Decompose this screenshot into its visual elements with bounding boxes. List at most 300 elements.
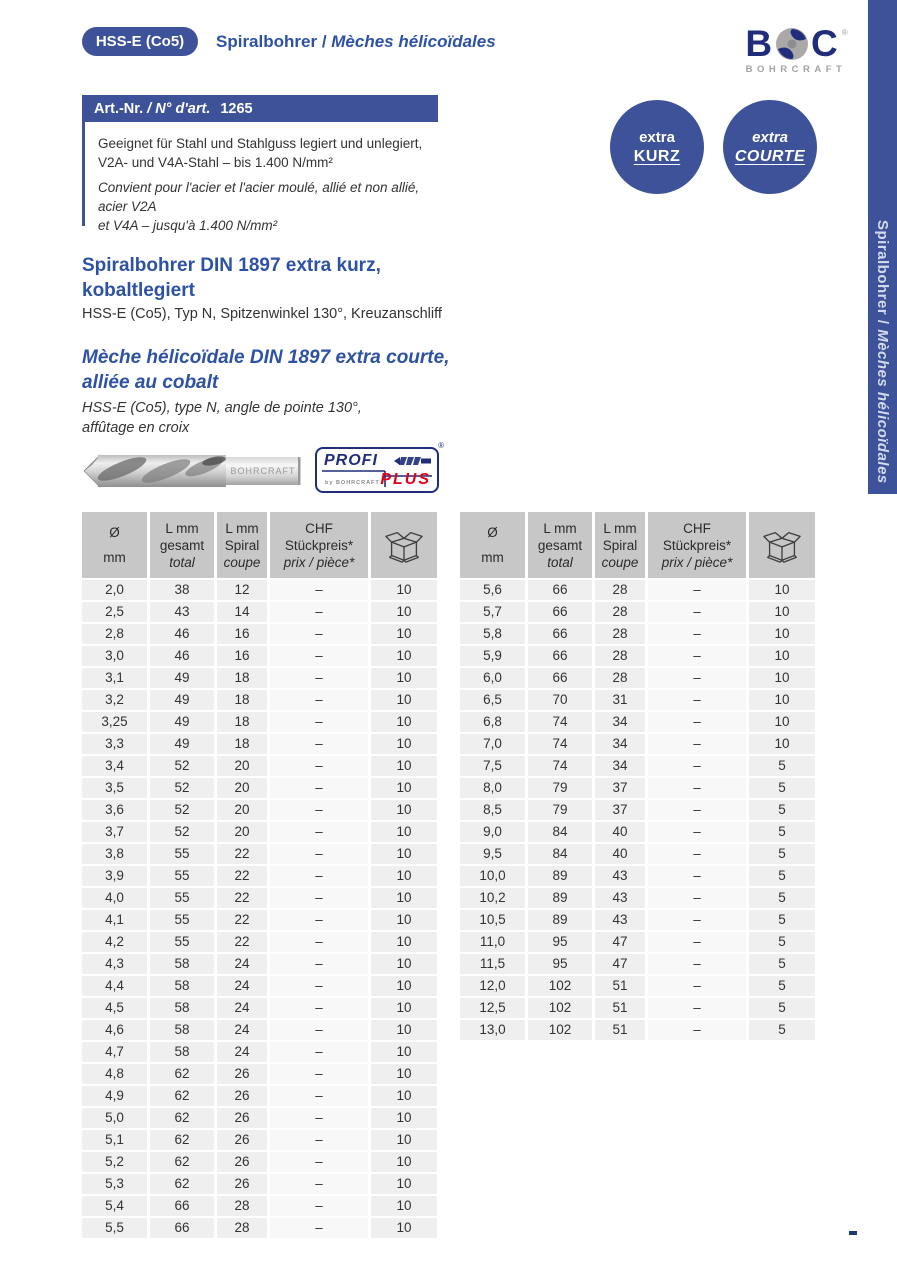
table-cell: 10 bbox=[371, 844, 437, 864]
table-cell: 10 bbox=[371, 1196, 437, 1216]
table-cell: 5 bbox=[749, 976, 815, 996]
table-cell: 43 bbox=[595, 866, 645, 886]
table-row bbox=[460, 954, 816, 974]
table-cell: 10 bbox=[749, 668, 815, 688]
table-cell: 28 bbox=[217, 1218, 267, 1238]
table-row bbox=[82, 646, 438, 666]
table-cell: 28 bbox=[595, 580, 645, 600]
table-cell: – bbox=[270, 1064, 368, 1084]
table-cell: 52 bbox=[150, 778, 214, 798]
table-row bbox=[82, 1130, 438, 1150]
table-cell: 74 bbox=[528, 756, 592, 776]
profi-label: PROFI bbox=[324, 452, 378, 469]
table-cell: 43 bbox=[150, 602, 214, 622]
table-cell: – bbox=[648, 822, 746, 842]
table-cell: 49 bbox=[150, 734, 214, 754]
table-cell: 10 bbox=[749, 602, 815, 622]
table-cell: – bbox=[270, 1130, 368, 1150]
table-cell: 10 bbox=[371, 756, 437, 776]
table-cell: – bbox=[648, 712, 746, 732]
table-cell: 26 bbox=[217, 1130, 267, 1150]
table-cell: 10 bbox=[371, 712, 437, 732]
table-cell: 47 bbox=[595, 932, 645, 952]
table-cell: 5 bbox=[749, 1020, 815, 1040]
table-row bbox=[82, 712, 438, 732]
table-row bbox=[82, 1064, 438, 1084]
table-cell: 5 bbox=[749, 932, 815, 952]
table-cell: 3,9 bbox=[82, 866, 147, 886]
table-cell: 66 bbox=[528, 624, 592, 644]
table-cell: – bbox=[270, 756, 368, 776]
header-length-total: L mm gesamt total bbox=[150, 512, 214, 578]
table-row bbox=[460, 602, 816, 622]
table-cell: – bbox=[270, 910, 368, 930]
table-row bbox=[82, 602, 438, 622]
table-cell: 58 bbox=[150, 1020, 214, 1040]
table-cell: – bbox=[270, 646, 368, 666]
table-row bbox=[82, 756, 438, 776]
table-cell: 37 bbox=[595, 778, 645, 798]
header-diameter: Ø mm bbox=[82, 512, 147, 578]
table-row bbox=[460, 756, 816, 776]
table-cell: 55 bbox=[150, 932, 214, 952]
table-row bbox=[82, 866, 438, 886]
table-row bbox=[82, 1196, 438, 1216]
table-cell: 5,1 bbox=[82, 1130, 147, 1150]
table-cell: 6,8 bbox=[460, 712, 525, 732]
registered-mark: ® bbox=[438, 441, 444, 450]
profi-plus-logo bbox=[315, 441, 444, 493]
header-length-spiral: L mm Spiral coupe bbox=[217, 512, 267, 578]
table-row bbox=[82, 844, 438, 864]
table-cell: 51 bbox=[595, 998, 645, 1018]
table-cell: 2,0 bbox=[82, 580, 147, 600]
table-row bbox=[460, 734, 816, 754]
table-cell: 22 bbox=[217, 932, 267, 952]
table-cell: – bbox=[648, 734, 746, 754]
table-row bbox=[460, 998, 816, 1018]
table-cell: 10 bbox=[371, 1020, 437, 1040]
table-cell: 14 bbox=[217, 602, 267, 622]
table-cell: – bbox=[270, 712, 368, 732]
table-cell: 62 bbox=[150, 1086, 214, 1106]
table-cell: – bbox=[648, 756, 746, 776]
by-bohrcraft-label: by BOHRCRAFT bbox=[325, 480, 380, 486]
table-header bbox=[460, 512, 816, 578]
table-cell: 10,0 bbox=[460, 866, 525, 886]
table-cell: 28 bbox=[595, 668, 645, 688]
table-cell: 46 bbox=[150, 624, 214, 644]
table-cell: 10 bbox=[371, 1042, 437, 1062]
table-row bbox=[460, 690, 816, 710]
table-cell: 3,0 bbox=[82, 646, 147, 666]
table-cell: 4,0 bbox=[82, 888, 147, 908]
table-cell: 10,5 bbox=[460, 910, 525, 930]
table-cell: 66 bbox=[528, 580, 592, 600]
table-cell: – bbox=[648, 646, 746, 666]
bohrcraft-logo bbox=[737, 23, 855, 75]
table-cell: 8,5 bbox=[460, 800, 525, 820]
header-price: CHF Stückpreis* prix / pièce* bbox=[270, 512, 368, 578]
table-cell: 10 bbox=[371, 910, 437, 930]
logo-letter-c: C bbox=[811, 23, 839, 64]
product-title-french: Mèche hélicoïdale DIN 1897 extra courte, alliée au cobalt bbox=[82, 347, 450, 393]
table-row bbox=[460, 932, 816, 952]
table-cell: 52 bbox=[150, 800, 214, 820]
table-cell: – bbox=[270, 844, 368, 864]
table-cell: 3,4 bbox=[82, 756, 147, 776]
table-cell: – bbox=[648, 976, 746, 996]
table-cell: 102 bbox=[528, 1020, 592, 1040]
drill-engraving-text: BOHRCRAFT bbox=[230, 466, 296, 476]
table-cell: 2,5 bbox=[82, 602, 147, 622]
table-cell: 10 bbox=[371, 866, 437, 886]
table-cell: 79 bbox=[528, 778, 592, 798]
table-cell: 5,7 bbox=[460, 602, 525, 622]
table-cell: 58 bbox=[150, 976, 214, 996]
table-cell: 5,4 bbox=[82, 1196, 147, 1216]
product-title-german: Spiralbohrer DIN 1897 extra kurz, kobaltlegiert bbox=[82, 255, 381, 301]
table-cell: 55 bbox=[150, 910, 214, 930]
table-cell: 34 bbox=[595, 756, 645, 776]
table-row bbox=[460, 712, 816, 732]
table-cell: 3,2 bbox=[82, 690, 147, 710]
table-cell: 58 bbox=[150, 998, 214, 1018]
table-cell: 4,6 bbox=[82, 1020, 147, 1040]
table-cell: – bbox=[648, 932, 746, 952]
table-cell: 5 bbox=[749, 822, 815, 842]
table-cell: 10 bbox=[371, 1152, 437, 1172]
package-box-icon bbox=[383, 524, 425, 566]
table-cell: 5 bbox=[749, 800, 815, 820]
table-cell: 10 bbox=[371, 800, 437, 820]
price-table-right bbox=[460, 512, 816, 1042]
table-cell: 10 bbox=[749, 690, 815, 710]
table-row bbox=[82, 800, 438, 820]
header-length-total: L mm gesamt total bbox=[528, 512, 592, 578]
table-cell: 28 bbox=[217, 1196, 267, 1216]
table-cell: 10 bbox=[371, 998, 437, 1018]
table-cell: 5 bbox=[749, 756, 815, 776]
table-cell: 37 bbox=[595, 800, 645, 820]
table-cell: – bbox=[270, 690, 368, 710]
table-cell: 62 bbox=[150, 1130, 214, 1150]
table-cell: 28 bbox=[595, 602, 645, 622]
table-cell: 49 bbox=[150, 690, 214, 710]
extra-kurz-badge: extra KURZ bbox=[610, 100, 704, 194]
table-row bbox=[460, 976, 816, 996]
table-cell: – bbox=[270, 1020, 368, 1040]
table-cell: 43 bbox=[595, 910, 645, 930]
table-cell: 5,0 bbox=[82, 1108, 147, 1128]
table-cell: – bbox=[270, 1042, 368, 1062]
table-row bbox=[460, 580, 816, 600]
table-cell: 24 bbox=[217, 998, 267, 1018]
table-row bbox=[460, 844, 816, 864]
table-cell: 18 bbox=[217, 690, 267, 710]
header-diameter: Ø mm bbox=[460, 512, 525, 578]
table-cell: 84 bbox=[528, 822, 592, 842]
table-cell: 34 bbox=[595, 712, 645, 732]
table-cell: 11,0 bbox=[460, 932, 525, 952]
table-cell: 4,8 bbox=[82, 1064, 147, 1084]
table-cell: 5 bbox=[749, 778, 815, 798]
table-cell: 24 bbox=[217, 954, 267, 974]
table-cell: 55 bbox=[150, 844, 214, 864]
registered-mark: ® bbox=[841, 27, 848, 37]
table-cell: – bbox=[270, 822, 368, 842]
table-cell: 20 bbox=[217, 756, 267, 776]
side-band-label: Spiralbohrer / Mèches hélicoïdales bbox=[874, 220, 891, 484]
table-cell: 10 bbox=[371, 1086, 437, 1106]
table-cell: – bbox=[648, 910, 746, 930]
table-cell: 6,0 bbox=[460, 668, 525, 688]
table-cell: 5,8 bbox=[460, 624, 525, 644]
table-cell: 66 bbox=[528, 668, 592, 688]
table-cell: – bbox=[648, 690, 746, 710]
table-cell: 47 bbox=[595, 954, 645, 974]
table-cell: 20 bbox=[217, 778, 267, 798]
table-cell: 20 bbox=[217, 800, 267, 820]
table-cell: 49 bbox=[150, 712, 214, 732]
table-cell: – bbox=[270, 1196, 368, 1216]
table-cell: 7,0 bbox=[460, 734, 525, 754]
page-marker-dot bbox=[849, 1231, 857, 1235]
table-cell: 10,2 bbox=[460, 888, 525, 908]
table-cell: 7,5 bbox=[460, 756, 525, 776]
table-cell: 3,6 bbox=[82, 800, 147, 820]
table-cell: – bbox=[270, 1218, 368, 1238]
table-cell: 26 bbox=[217, 1174, 267, 1194]
table-row bbox=[82, 1086, 438, 1106]
table-cell: 31 bbox=[595, 690, 645, 710]
table-cell: – bbox=[270, 954, 368, 974]
table-cell: 74 bbox=[528, 734, 592, 754]
table-cell: – bbox=[270, 1152, 368, 1172]
table-cell: 26 bbox=[217, 1086, 267, 1106]
table-cell: – bbox=[270, 932, 368, 952]
table-row bbox=[460, 1020, 816, 1040]
table-cell: 10 bbox=[749, 712, 815, 732]
table-cell: 4,9 bbox=[82, 1086, 147, 1106]
table-cell: 95 bbox=[528, 954, 592, 974]
table-cell: 4,7 bbox=[82, 1042, 147, 1062]
table-cell: 26 bbox=[217, 1108, 267, 1128]
header-package bbox=[371, 512, 437, 578]
table-cell: 3,7 bbox=[82, 822, 147, 842]
table-cell: – bbox=[270, 888, 368, 908]
table-cell: 16 bbox=[217, 646, 267, 666]
article-description bbox=[82, 122, 438, 233]
table-cell: – bbox=[270, 998, 368, 1018]
table-cell: – bbox=[648, 888, 746, 908]
description-french: Convient pour l'acier et l'acier moulé, allié et non allié, acier V2A et V4A – jusqu'à 1.400 N/mm² bbox=[98, 180, 420, 233]
table-cell: – bbox=[270, 602, 368, 622]
table-row bbox=[82, 1174, 438, 1194]
table-cell: – bbox=[270, 1108, 368, 1128]
table-row bbox=[82, 624, 438, 644]
extra-courte-badge: extra COURTE bbox=[723, 100, 817, 194]
logo-wordmark: BOHRCRAFT bbox=[745, 64, 847, 75]
table-cell: 4,1 bbox=[82, 910, 147, 930]
table-cell: 74 bbox=[528, 712, 592, 732]
table-cell: 66 bbox=[528, 602, 592, 622]
table-row bbox=[82, 1152, 438, 1172]
table-cell: 2,8 bbox=[82, 624, 147, 644]
table-row bbox=[460, 822, 816, 842]
table-row bbox=[82, 778, 438, 798]
table-row bbox=[82, 954, 438, 974]
table-cell: – bbox=[270, 800, 368, 820]
table-cell: 18 bbox=[217, 712, 267, 732]
table-cell: 62 bbox=[150, 1152, 214, 1172]
table-cell: 70 bbox=[528, 690, 592, 710]
table-cell: 22 bbox=[217, 866, 267, 886]
globe-icon bbox=[775, 27, 809, 61]
table-cell: 3,1 bbox=[82, 668, 147, 688]
table-cell: 10 bbox=[371, 646, 437, 666]
table-cell: 51 bbox=[595, 976, 645, 996]
table-row bbox=[82, 998, 438, 1018]
table-cell: – bbox=[270, 1174, 368, 1194]
table-cell: 9,5 bbox=[460, 844, 525, 864]
table-cell: 6,5 bbox=[460, 690, 525, 710]
table-cell: 102 bbox=[528, 998, 592, 1018]
table-row bbox=[460, 888, 816, 908]
table-cell: 5 bbox=[749, 954, 815, 974]
section-side-band bbox=[868, 0, 897, 494]
table-cell: 3,5 bbox=[82, 778, 147, 798]
table-cell: 66 bbox=[150, 1196, 214, 1216]
table-cell: 10 bbox=[749, 646, 815, 666]
table-cell: 10 bbox=[371, 976, 437, 996]
table-cell: 10 bbox=[371, 778, 437, 798]
table-cell: 43 bbox=[595, 888, 645, 908]
product-subtitle-french: HSS-E (Co5), type N, angle de pointe 130°, affûtage en croix bbox=[82, 400, 362, 436]
table-cell: 8,0 bbox=[460, 778, 525, 798]
table-cell: 55 bbox=[150, 888, 214, 908]
table-body bbox=[82, 580, 438, 1238]
table-cell: 62 bbox=[150, 1108, 214, 1128]
table-cell: 22 bbox=[217, 888, 267, 908]
table-cell: 4,4 bbox=[82, 976, 147, 996]
table-cell: – bbox=[648, 580, 746, 600]
drill-bit-photo bbox=[82, 447, 304, 498]
table-cell: 5,5 bbox=[82, 1218, 147, 1238]
product-subtitle-german: HSS-E (Co5), Typ N, Spitzenwinkel 130°, Kreuzanschliff bbox=[82, 306, 442, 322]
table-row bbox=[460, 624, 816, 644]
table-cell: – bbox=[270, 734, 368, 754]
table-cell: 10 bbox=[749, 734, 815, 754]
table-cell: – bbox=[648, 668, 746, 688]
table-cell: – bbox=[270, 624, 368, 644]
table-cell: – bbox=[648, 998, 746, 1018]
table-cell: – bbox=[648, 954, 746, 974]
table-cell: 10 bbox=[371, 1174, 437, 1194]
table-cell: 49 bbox=[150, 668, 214, 688]
table-row bbox=[82, 668, 438, 688]
table-body bbox=[460, 580, 816, 1040]
table-cell: 62 bbox=[150, 1064, 214, 1084]
table-row bbox=[460, 778, 816, 798]
bc-logo-mark bbox=[737, 23, 855, 64]
table-row bbox=[82, 1020, 438, 1040]
table-cell: 52 bbox=[150, 756, 214, 776]
table-cell: 58 bbox=[150, 954, 214, 974]
table-cell: 20 bbox=[217, 822, 267, 842]
table-row bbox=[82, 690, 438, 710]
table-cell: 55 bbox=[150, 866, 214, 886]
table-cell: 10 bbox=[371, 734, 437, 754]
table-row bbox=[460, 668, 816, 688]
page-title: Spiralbohrer / Mèches hélicoïdales bbox=[216, 32, 496, 51]
table-row bbox=[460, 646, 816, 666]
table-cell: 51 bbox=[595, 1020, 645, 1040]
table-cell: 10 bbox=[371, 690, 437, 710]
table-cell: – bbox=[270, 668, 368, 688]
table-cell: 66 bbox=[528, 646, 592, 666]
table-cell: 24 bbox=[217, 1020, 267, 1040]
table-cell: 13,0 bbox=[460, 1020, 525, 1040]
table-cell: 26 bbox=[217, 1064, 267, 1084]
table-cell: 5 bbox=[749, 844, 815, 864]
table-cell: 10 bbox=[371, 668, 437, 688]
table-cell: 24 bbox=[217, 1042, 267, 1062]
table-cell: 62 bbox=[150, 1174, 214, 1194]
table-cell: 4,3 bbox=[82, 954, 147, 974]
header-length-spiral: L mm Spiral coupe bbox=[595, 512, 645, 578]
table-cell: 4,2 bbox=[82, 932, 147, 952]
table-cell: 5,6 bbox=[460, 580, 525, 600]
table-cell: 40 bbox=[595, 844, 645, 864]
table-cell: 22 bbox=[217, 910, 267, 930]
table-cell: 40 bbox=[595, 822, 645, 842]
table-cell: 10 bbox=[371, 1130, 437, 1150]
table-cell: – bbox=[648, 844, 746, 864]
table-cell: – bbox=[648, 800, 746, 820]
price-table-left bbox=[82, 512, 438, 1240]
table-cell: 12 bbox=[217, 580, 267, 600]
material-badge: HSS-E (Co5) bbox=[82, 27, 198, 56]
table-cell: – bbox=[270, 976, 368, 996]
table-cell: 18 bbox=[217, 668, 267, 688]
table-header bbox=[82, 512, 438, 578]
table-cell: – bbox=[270, 580, 368, 600]
table-row bbox=[460, 800, 816, 820]
article-number: 1265 bbox=[220, 100, 253, 117]
table-cell: 5,9 bbox=[460, 646, 525, 666]
table-cell: 10 bbox=[371, 624, 437, 644]
table-cell: 5 bbox=[749, 866, 815, 886]
table-cell: – bbox=[648, 778, 746, 798]
table-cell: 3,8 bbox=[82, 844, 147, 864]
table-cell: 5 bbox=[749, 998, 815, 1018]
table-cell: 102 bbox=[528, 976, 592, 996]
table-cell: – bbox=[648, 1020, 746, 1040]
table-cell: 26 bbox=[217, 1152, 267, 1172]
table-cell: 46 bbox=[150, 646, 214, 666]
table-cell: 12,5 bbox=[460, 998, 525, 1018]
table-cell: 89 bbox=[528, 866, 592, 886]
table-row bbox=[82, 976, 438, 996]
header-package bbox=[749, 512, 815, 578]
logo-letter-b: B bbox=[745, 23, 774, 64]
table-row bbox=[82, 932, 438, 952]
table-cell: 10 bbox=[371, 1108, 437, 1128]
table-row bbox=[82, 1108, 438, 1128]
table-cell: 3,3 bbox=[82, 734, 147, 754]
package-box-icon bbox=[761, 524, 803, 566]
